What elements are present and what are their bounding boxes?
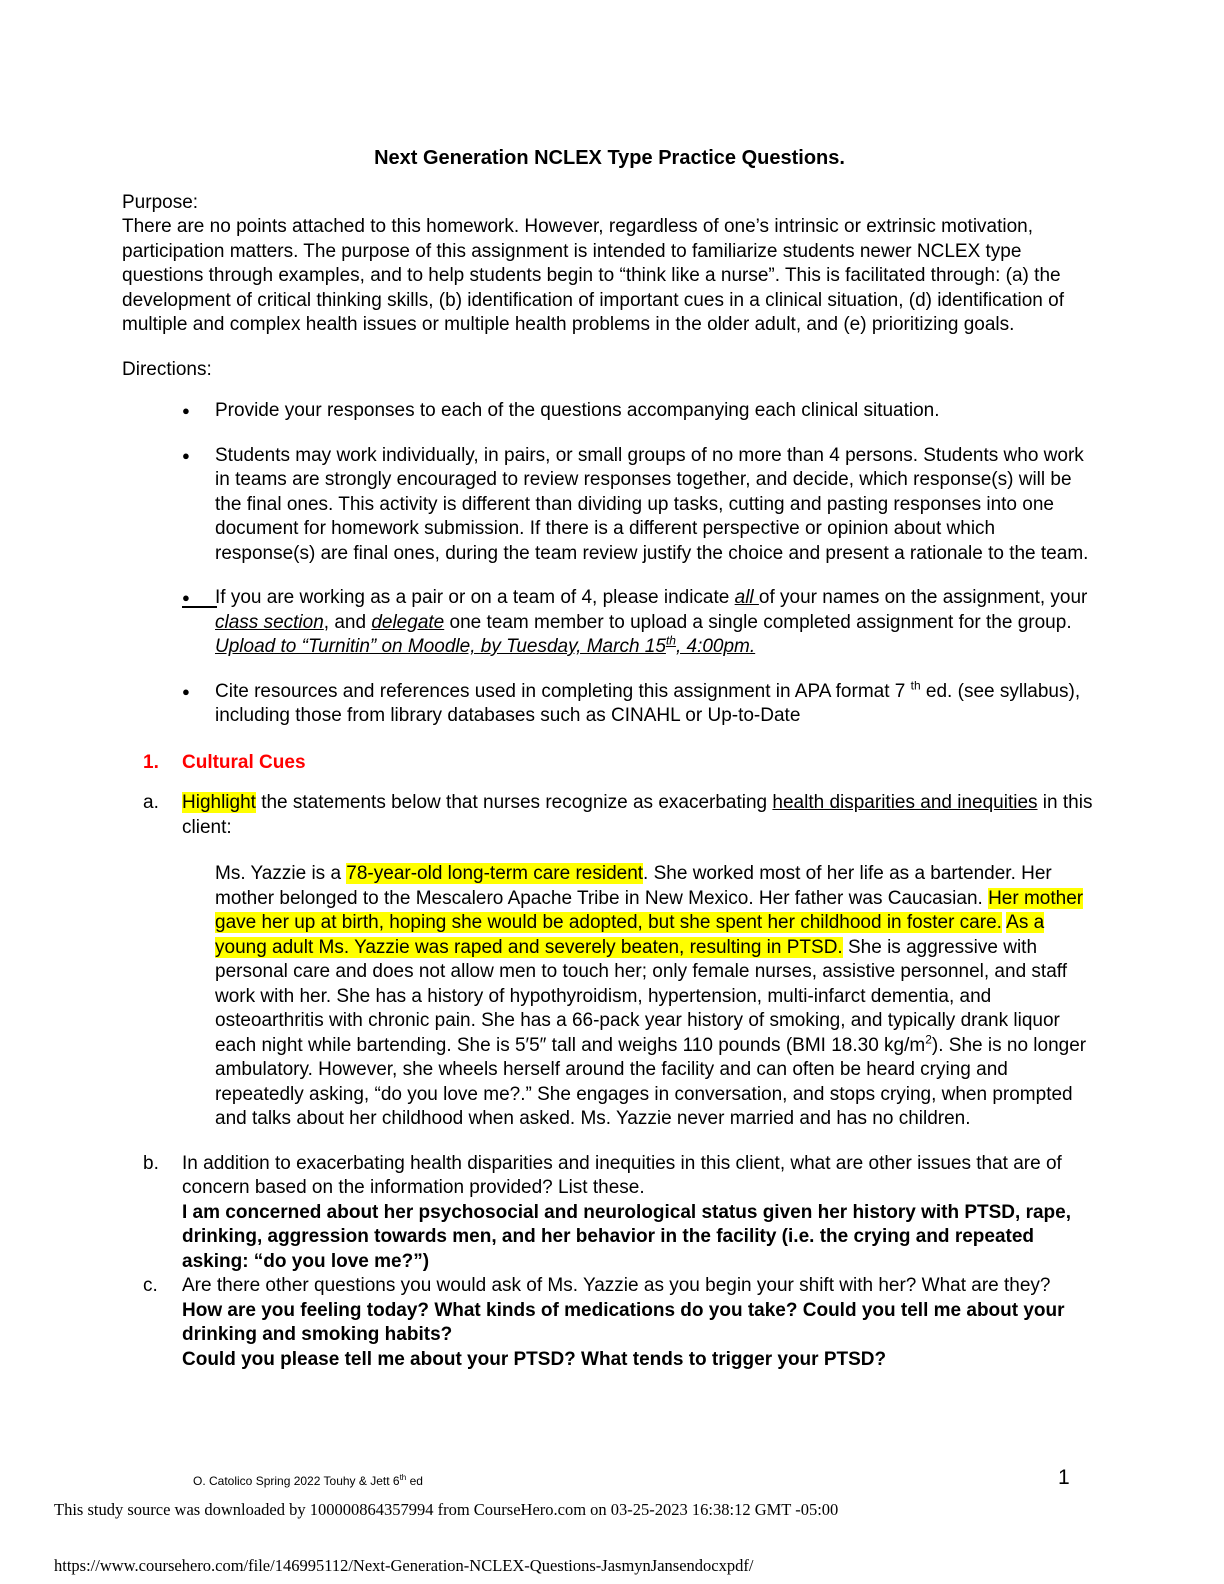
case-study-highlight: As a young adult Ms. Yazzie was raped and severely beaten, resulting in PTSD. — [215, 912, 1045, 958]
bullet-text-segment: Cite resources and references used in completing this assignment in APA format 7 — [215, 680, 911, 702]
bullet-text-segment: , 4:00pm. — [675, 636, 756, 657]
bullet-text-segment: delegate — [371, 611, 445, 633]
item-b-answer: I am concerned about her psychosocial and neurological status given her history with PTSD, rape, drinking, aggression towards men, and her behavior in the facility (i.e. the crying and repeated asking: “do you love me?”) — [182, 1201, 1071, 1272]
bullet-text-segment: all — [734, 587, 759, 608]
bullet-dot-icon: ● — [182, 447, 190, 463]
bullet-text-segment: If you are working as a pair or on a team of 4, please indicate — [215, 587, 735, 608]
bullet-text-segment: class section — [215, 611, 324, 633]
item-c-answer-2: Could you please tell me about your PTSD? What tends to trigger your PTSD? — [182, 1348, 887, 1370]
download-notice: This study source was downloaded by 100000864357994 from CourseHero.com on 03-25-2023 16:38:12 GMT -05:00 — [54, 1500, 839, 1519]
item-a-marker: a. — [143, 792, 159, 813]
footer-course-text: O. Catolico Spring 2022 Touhy & Jett 6 — [193, 1474, 400, 1488]
bullet-text: Provide your responses to each of the questions accompanying each clinical situation. — [215, 400, 940, 421]
directions-bullet-list — [122, 399, 1097, 729]
question-item-b — [122, 1152, 1097, 1275]
case-study-paragraph — [215, 862, 1097, 1132]
case-study-superscript: 2 — [925, 1032, 932, 1047]
case-study-segment: She is aggressive with personal care and does not allow men to touch her; only female nurses, assistive personnel, and staff work with her. She has a history of hypothyroidism, hypertension, multi-infarct dementia, and osteoarthritis with chronic pain. She has a 66-pack year history of smoking, and typically drank liquor each night while bartending. She is 5′5″ tall and weighs 110 pounds (BMI 18.30 kg/m — [215, 936, 1067, 1056]
bullet-dot-icon: ● — [182, 683, 190, 699]
page-number: 1 — [1058, 1466, 1070, 1489]
bullet-item-4 — [122, 680, 1097, 729]
case-study-highlight: 78-year-old long-term care resident — [346, 863, 644, 884]
item-c-answer-1: How are you feeling today? What kinds of medications do you take? Could you tell me about your drinking and smoking habits? — [182, 1299, 1065, 1345]
bullet-text-superscript: th — [665, 633, 676, 648]
bullet-dot-icon: ● — [182, 403, 190, 418]
purpose-label: Purpose: — [122, 191, 199, 213]
case-study-highlight: Her mother gave her up at birth, hoping she would be adopted, but she spent her childhood in foster care. — [215, 887, 1084, 933]
item-b-question: In addition to exacerbating health disparities and inequities in this client, what are other issues that are of concern based on the information provided? List these. — [182, 1152, 1062, 1198]
item-a-text: the statements below that nurses recognize as exacerbating — [255, 792, 773, 813]
case-study-segment: Ms. Yazzie is a — [215, 863, 347, 884]
question-item-c — [122, 1274, 1097, 1372]
footer-course-text: ed — [406, 1474, 423, 1488]
item-c-question: Are there other questions you would ask of Ms. Yazzie as you begin your shift with her? What are they? — [182, 1275, 1051, 1296]
bullet-text-segment: , and — [323, 611, 372, 633]
bullet-item-2 — [122, 444, 1097, 567]
footer-course-superscript: th — [399, 1473, 407, 1482]
bullet-text-segment: of your names on the assignment, your — [758, 587, 1088, 608]
item-c-marker: c. — [143, 1275, 158, 1296]
case-study-segment: ). She is no longer ambulatory. However, she wheels herself around the facility and can often be heard crying and repeatedly asking, “do you love me?.” She engages in conversation, and stops crying, when prompted and talks about her childhood when asked. Ms. Yazzie never married and has no children. — [215, 1034, 1087, 1129]
bullet-dot-icon: ● — [182, 586, 217, 608]
item-a-text: in this client: — [182, 792, 1093, 838]
item-b-marker: b. — [143, 1152, 159, 1174]
purpose-paragraph: There are no points attached to this homework. However, regardless of one’s intrinsic or extrinsic motivation, participation matters. The purpose of this assignment is intended to familiarize students newer NCLEX type questions through examples, and to help students begin to “think like a nurse”. This is facilitated through: (a) the development of critical thinking skills, (b) identification of important cues in a clinical situation, (d) identification of multiple and complex health issues or multiple health problems in the older adult, and (e) prioritizing goals. — [122, 216, 1065, 335]
directions-label: Directions: — [122, 358, 212, 380]
bullet-item-1 — [122, 399, 1097, 424]
page-title: Next Generation NCLEX Type Practice Questions. — [374, 147, 845, 169]
source-url-link[interactable]: https://www.coursehero.com/file/146995112/Next-Generation-NCLEX-Questions-JasmynJansendocxpdf/ — [54, 1556, 754, 1575]
highlighted-word: Highlight — [182, 792, 256, 813]
bullet-text-superscript: th — [910, 678, 921, 693]
bullet-text: Students may work individually, in pairs, or small groups of no more than 4 persons. Students who work in teams are strongly encouraged to review responses together, and decide, which response(s) will be the final ones. This activity is different than dividing up tasks, cutting and pasting responses into one document for homework submission. If there is a different perspective or opinion about which response(s) are final ones, during the team review justify the choice and present a rationale to the team. — [215, 444, 1089, 564]
footer-course-note — [193, 1474, 423, 1488]
question-item-a — [122, 791, 1097, 840]
case-study-segment: . She worked most of her life as a bartender. Her mother belonged to the Mescalero Apache Tribe in New Mexico. Her father was Caucasian. — [215, 863, 1052, 909]
bullet-item-3 — [122, 586, 1097, 660]
section-number: 1. — [143, 751, 159, 773]
bullet-text-segment: ed. (see syllabus), including those from library databases such as CINAHL or Up-to-Date — [215, 680, 1081, 726]
underlined-phrase: health disparities and inequities — [772, 792, 1038, 813]
document-body — [122, 146, 1097, 1372]
section-title: Cultural Cues — [182, 751, 306, 773]
section-heading-cultural-cues — [122, 751, 1097, 776]
bullet-text-segment: one team member to upload a single completed assignment for the group. — [444, 611, 1072, 633]
bullet-text-segment: Upload to “Turnitin” on Moodle, by Tuesday, March 15 — [215, 636, 666, 657]
